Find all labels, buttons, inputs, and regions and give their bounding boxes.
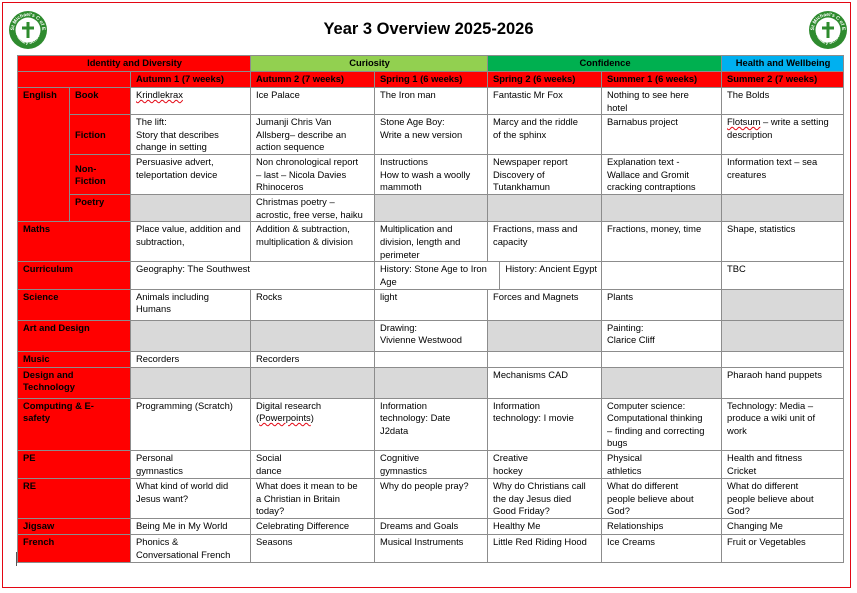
theme-row	[18, 56, 844, 72]
subject-art: Art and Design	[18, 320, 131, 351]
cell-music-autumn1: Recorders	[131, 351, 251, 367]
cell-art-summer1: Painting: Clarice Cliff	[602, 320, 722, 351]
cell-jigsaw-summer1: Relationships	[602, 518, 722, 534]
english-nonfiction-row	[18, 155, 844, 195]
cell-music-summer1	[602, 351, 722, 367]
cell-jigsaw-autumn1: Being Me in My World	[131, 518, 251, 534]
cell-computing-summer1: Computer science: Computational thinking – finding and correcting bugs	[602, 398, 722, 450]
cell-music-spring1	[375, 351, 488, 367]
theme-health: Health and Wellbeing	[722, 56, 844, 72]
subject-re: RE	[18, 478, 131, 518]
cell-curriculum-summer2: TBC	[722, 262, 844, 289]
cell-dt-autumn1	[131, 367, 251, 398]
subject-dt: Design and Technology	[18, 367, 131, 398]
subject-french: French	[18, 534, 131, 562]
term-autumn2: Autumn 2 (7 weeks)	[251, 72, 375, 88]
cell-re-autumn1: What kind of world did Jesus want?	[131, 478, 251, 518]
cell-maths-autumn1: Place value, addition and subtraction,	[131, 222, 251, 262]
cell-re-summer2: What do different people believe about God?	[722, 478, 844, 518]
cell-english-nonfiction-spring1: Instructions How to wash a woolly mammoth	[375, 155, 488, 195]
cell-pe-spring1: Cognitive gymnastics	[375, 450, 488, 478]
cell-maths-spring2: Fractions, mass and capacity	[488, 222, 602, 262]
cell-english-book-autumn1: Krindlekrax	[131, 88, 251, 115]
logo-arc-text: St Michael's C of E	[809, 11, 847, 31]
cell-computing-autumn1: Programming (Scratch)	[131, 398, 251, 450]
cell-science-autumn2: Rocks	[251, 289, 375, 320]
english-sub-fiction: Fiction	[70, 115, 131, 155]
cell-jigsaw-summer2: Changing Me	[722, 518, 844, 534]
subject-music: Music	[18, 351, 131, 367]
cell-curriculum-summer1	[602, 262, 722, 289]
cell-english-book-spring1: The Iron man	[375, 88, 488, 115]
cell-computing-autumn2: Digital research (Powerpoints)	[251, 398, 375, 450]
cell-french-summer2: Fruit or Vegetables	[722, 534, 844, 562]
cell-dt-spring1	[375, 367, 488, 398]
dt-row	[18, 367, 844, 398]
cell-art-autumn2	[251, 320, 375, 351]
cell-english-book-spring2: Fantastic Mr Fox	[488, 88, 602, 115]
page-title: Year 3 Overview 2025-2026	[323, 20, 534, 38]
cell-english-nonfiction-autumn1: Persuasive advert, teleportation device	[131, 155, 251, 195]
cell-english-poetry-autumn1	[131, 195, 251, 222]
cell-english-fiction-summer2: Flotsum – write a setting description	[722, 115, 844, 155]
cell-science-summer2	[722, 289, 844, 320]
subject-maths: Maths	[18, 222, 131, 262]
english-poetry-row	[18, 195, 844, 222]
cell-english-nonfiction-spring2: Newspaper report Discovery of Tutankhamun	[488, 155, 602, 195]
term-summer1: Summer 1 (6 weeks)	[602, 72, 722, 88]
cell-english-fiction-spring2: Marcy and the riddle of the sphinx	[488, 115, 602, 155]
pe-row	[18, 450, 844, 478]
cell-pe-summer2: Health and fitness Cricket	[722, 450, 844, 478]
english-sub-book: Book	[70, 88, 131, 115]
cell-curriculum-spring	[375, 262, 602, 289]
term-spring1: Spring 1 (6 weeks)	[375, 72, 488, 88]
cell-pe-autumn2: Social dance	[251, 450, 375, 478]
cell-french-spring1: Musical Instruments	[375, 534, 488, 562]
header-corner	[18, 72, 131, 88]
cell-curriculum-spring1: History: Stone Age to Iron Age	[375, 262, 500, 288]
cell-re-spring1: Why do people pray?	[375, 478, 488, 518]
cell-jigsaw-spring2: Healthy Me	[488, 518, 602, 534]
cell-dt-autumn2	[251, 367, 375, 398]
cell-english-fiction-autumn2: Jumanji Chris Van Allsberg– describe an action sequence	[251, 115, 375, 155]
cell-science-autumn1: Animals including Humans	[131, 289, 251, 320]
cell-jigsaw-spring1: Dreams and Goals	[375, 518, 488, 534]
cell-art-spring2	[488, 320, 602, 351]
term-summer2: Summer 2 (7 weeks)	[722, 72, 844, 88]
cell-maths-summer2: Shape, statistics	[722, 222, 844, 262]
french-row	[18, 534, 844, 562]
cell-pe-spring2: Creative hockey	[488, 450, 602, 478]
cell-science-spring1: light	[375, 289, 488, 320]
english-sub-nonfiction: Non- Fiction	[70, 155, 131, 195]
cell-maths-autumn2: Addition & subtraction, multiplication & division	[251, 222, 375, 262]
computing-row	[18, 398, 844, 450]
cell-english-poetry-spring1	[375, 195, 488, 222]
cell-music-autumn2: Recorders	[251, 351, 375, 367]
logo-bottom-text: Primary School	[15, 32, 41, 46]
cell-french-summer1: Ice Creams	[602, 534, 722, 562]
cell-english-poetry-autumn2: Christmas poetry – acrostic, free verse, haiku	[251, 195, 375, 222]
cell-english-poetry-summer1	[602, 195, 722, 222]
curriculum-row	[18, 262, 844, 289]
cell-maths-summer1: Fractions, money, time	[602, 222, 722, 262]
cell-dt-summer2: Pharaoh hand puppets	[722, 367, 844, 398]
cell-science-spring2: Forces and Magnets	[488, 289, 602, 320]
cell-computing-spring1: Information technology: Date J2data	[375, 398, 488, 450]
cell-english-nonfiction-summer2: Information text – sea creatures	[722, 155, 844, 195]
cell-maths-spring1: Multiplication and division, length and perimeter	[375, 222, 488, 262]
cell-computing-spring2: Information technology: I movie	[488, 398, 602, 450]
re-row	[18, 478, 844, 518]
subject-jigsaw: Jigsaw	[18, 518, 131, 534]
overview-table	[17, 55, 844, 563]
cell-curriculum-autumn: Geography: The Southwest	[131, 262, 375, 289]
cell-french-autumn2: Seasons	[251, 534, 375, 562]
theme-curiosity: Curiosity	[251, 56, 488, 72]
cell-dt-spring2: Mechanisms CAD	[488, 367, 602, 398]
cell-french-autumn1: Phonics & Conversational French	[131, 534, 251, 562]
cell-re-autumn2: What does it mean to be a Christian in Britain today?	[251, 478, 375, 518]
english-book-row	[18, 88, 844, 115]
cell-english-book-autumn2: Ice Palace	[251, 88, 375, 115]
subject-english: English	[18, 88, 70, 222]
cell-french-spring2: Little Red Riding Hood	[488, 534, 602, 562]
cell-english-poetry-summer2	[722, 195, 844, 222]
logo-bottom-text: Primary School	[815, 32, 841, 46]
term-spring2: Spring 2 (6 weeks)	[488, 72, 602, 88]
text-cursor	[16, 552, 17, 566]
subject-pe: PE	[18, 450, 131, 478]
cell-english-nonfiction-summer1: Explanation text - Wallace and Gromit cracking contraptions	[602, 155, 722, 195]
cell-english-poetry-spring2	[488, 195, 602, 222]
cell-art-autumn1	[131, 320, 251, 351]
term-autumn1: Autumn 1 (7 weeks)	[131, 72, 251, 88]
music-row	[18, 351, 844, 367]
cell-english-book-summer1: Nothing to see here hotel	[602, 88, 722, 115]
jigsaw-row	[18, 518, 844, 534]
cell-english-fiction-spring1: Stone Age Boy: Write a new version	[375, 115, 488, 155]
cell-english-fiction-summer1: Barnabus project	[602, 115, 722, 155]
cell-art-spring1: Drawing: Vivienne Westwood	[375, 320, 488, 351]
science-row	[18, 289, 844, 320]
cell-re-summer1: What do different people believe about God?	[602, 478, 722, 518]
cell-curriculum-spring2-summer1: History: Ancient Egypt	[505, 263, 598, 275]
maths-row	[18, 222, 844, 262]
cell-pe-autumn1: Personal gymnastics	[131, 450, 251, 478]
theme-identity: Identity and Diversity	[18, 56, 251, 72]
cell-science-summer1: Plants	[602, 289, 722, 320]
english-sub-poetry: Poetry	[70, 195, 131, 222]
english-fiction-row	[18, 115, 844, 155]
cell-music-summer2	[722, 351, 844, 367]
cell-english-nonfiction-autumn2: Non chronological report – last – Nicola Davies Rhinoceros	[251, 155, 375, 195]
term-header-row	[18, 72, 844, 88]
cell-computing-summer2: Technology: Media – produce a wiki unit of work	[722, 398, 844, 450]
cell-music-spring2	[488, 351, 602, 367]
cell-english-book-summer2: The Bolds	[722, 88, 844, 115]
cell-english-fiction-autumn1: The lift: Story that describes change in setting	[131, 115, 251, 155]
art-row	[18, 320, 844, 351]
cell-re-spring2: Why do Christians call the day Jesus died Good Friday?	[488, 478, 602, 518]
cell-dt-summer1	[602, 367, 722, 398]
cell-pe-summer1: Physical athletics	[602, 450, 722, 478]
cell-jigsaw-autumn2: Celebrating Difference	[251, 518, 375, 534]
subject-curriculum: Curriculum	[18, 262, 131, 289]
theme-confidence: Confidence	[488, 56, 722, 72]
subject-science: Science	[18, 289, 131, 320]
logo-arc-text: St Michael's C of E	[9, 11, 47, 31]
subject-computing: Computing & E- safety	[18, 398, 131, 450]
cell-art-summer2	[722, 320, 844, 351]
